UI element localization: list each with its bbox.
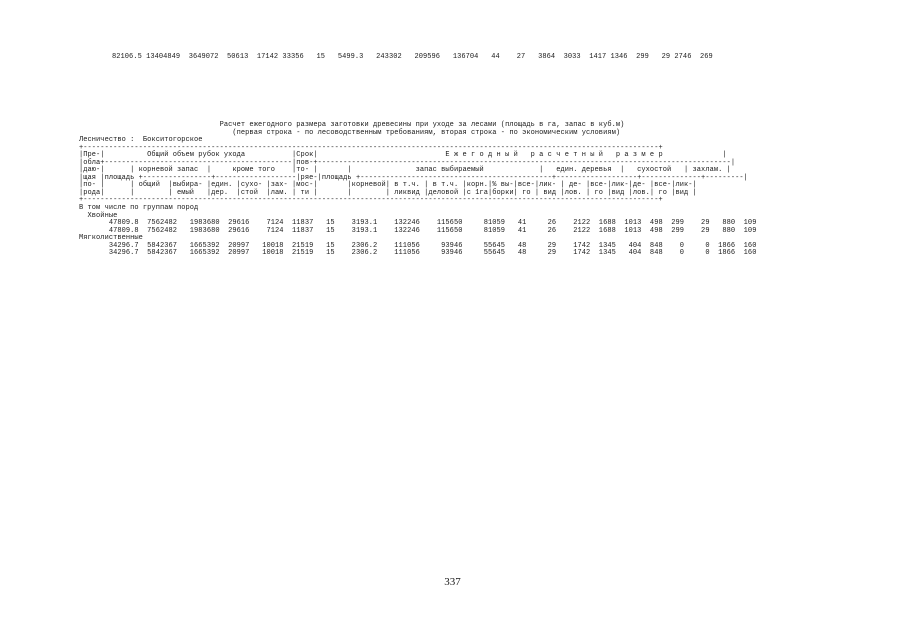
harvest-calculation-block — [79, 122, 756, 258]
table-header-line: |рода| | | емый |дер. |стой |лам. | ти | | | ликвид |деловой |с 1га|борки| го | вид |лов. | го |вид |лов.| го |вид | — [79, 188, 697, 197]
carryover-totals-row: 82106.5 13404849 3649072 50613 17142 33356 15 5499.3 243302 209596 136704 44 27 3864 3033 1417 1346 299 29 2746 269 — [112, 53, 713, 61]
page-number: 337 — [444, 576, 461, 588]
table-header-line: |обла+--------------------------------------------|пов-+-------------------------------------------------------------------------------------------------| — [79, 158, 736, 167]
table-row: 34296.7 5842367 1665392 20997 10018 21519 15 2306.2 111056 93946 55645 48 29 1742 1345 404 848 0 0 1866 160 — [79, 241, 757, 250]
table-header-line: |Пре-| Общий объем рубок ухода |Срок| Е ж е г о д н ы й р а с ч е т н ы й р а з м е р | — [79, 151, 727, 160]
table-row: 34296.7 5842367 1665392 20997 10018 21519 15 2306.2 111056 93946 55645 48 29 1742 1345 404 848 0 0 1866 160 — [79, 249, 757, 258]
report-subtitle: (первая строка - по лесоводственным требованиям, вторая строка - по экономическим условиям) — [79, 128, 621, 137]
table-row: 47809.8 7562482 1983680 29616 7124 11837 15 3193.1 132246 115650 81059 41 26 2122 1688 1013 498 299 29 880 109 — [79, 219, 757, 228]
forestry-label: Лесничество : Бокситогорское — [79, 136, 203, 145]
table-header-line: |даю-| | корневой запас | кроме того |то- | | запас выбираемый | един. деревья | сухостой | захлам. | — [79, 166, 731, 175]
table-header-line: |щая |площадь +----------------+-------------------|ряе-|площадь +---------------------------------------------+-------------------+--------------+---------| — [79, 173, 748, 182]
table-header-line: +---------------------------------------------------------------------------------------------------------------------------------------+ — [79, 143, 663, 152]
table-header-line: |по- | | общий |выбира- |един. |сухо- |зах- |мос-| |корневой| в т.ч. | в т.ч. |корн.|% вы-|все-|лик- | де- |все-|лик-|де- |все-|лик-| — [79, 181, 697, 190]
table-row: 47809.8 7562482 1983680 29616 7124 11837 15 3193.1 132246 115650 81059 41 26 2122 1688 1013 498 299 29 880 109 — [79, 226, 757, 235]
report-title: Расчет ежегодного размера заготовки древесины при уходе за лесами (площадь в га, запас в куб.м) — [79, 121, 625, 129]
species-group-caption: В том числе по группам пород — [79, 204, 199, 213]
table-header-line: +---------------------------------------------------------------------------------------------------------------------------------------+ — [79, 196, 663, 205]
group-name-conifers: Хвойные — [79, 211, 118, 220]
group-name-softwood-deciduous: Мягколиственные — [79, 234, 143, 243]
